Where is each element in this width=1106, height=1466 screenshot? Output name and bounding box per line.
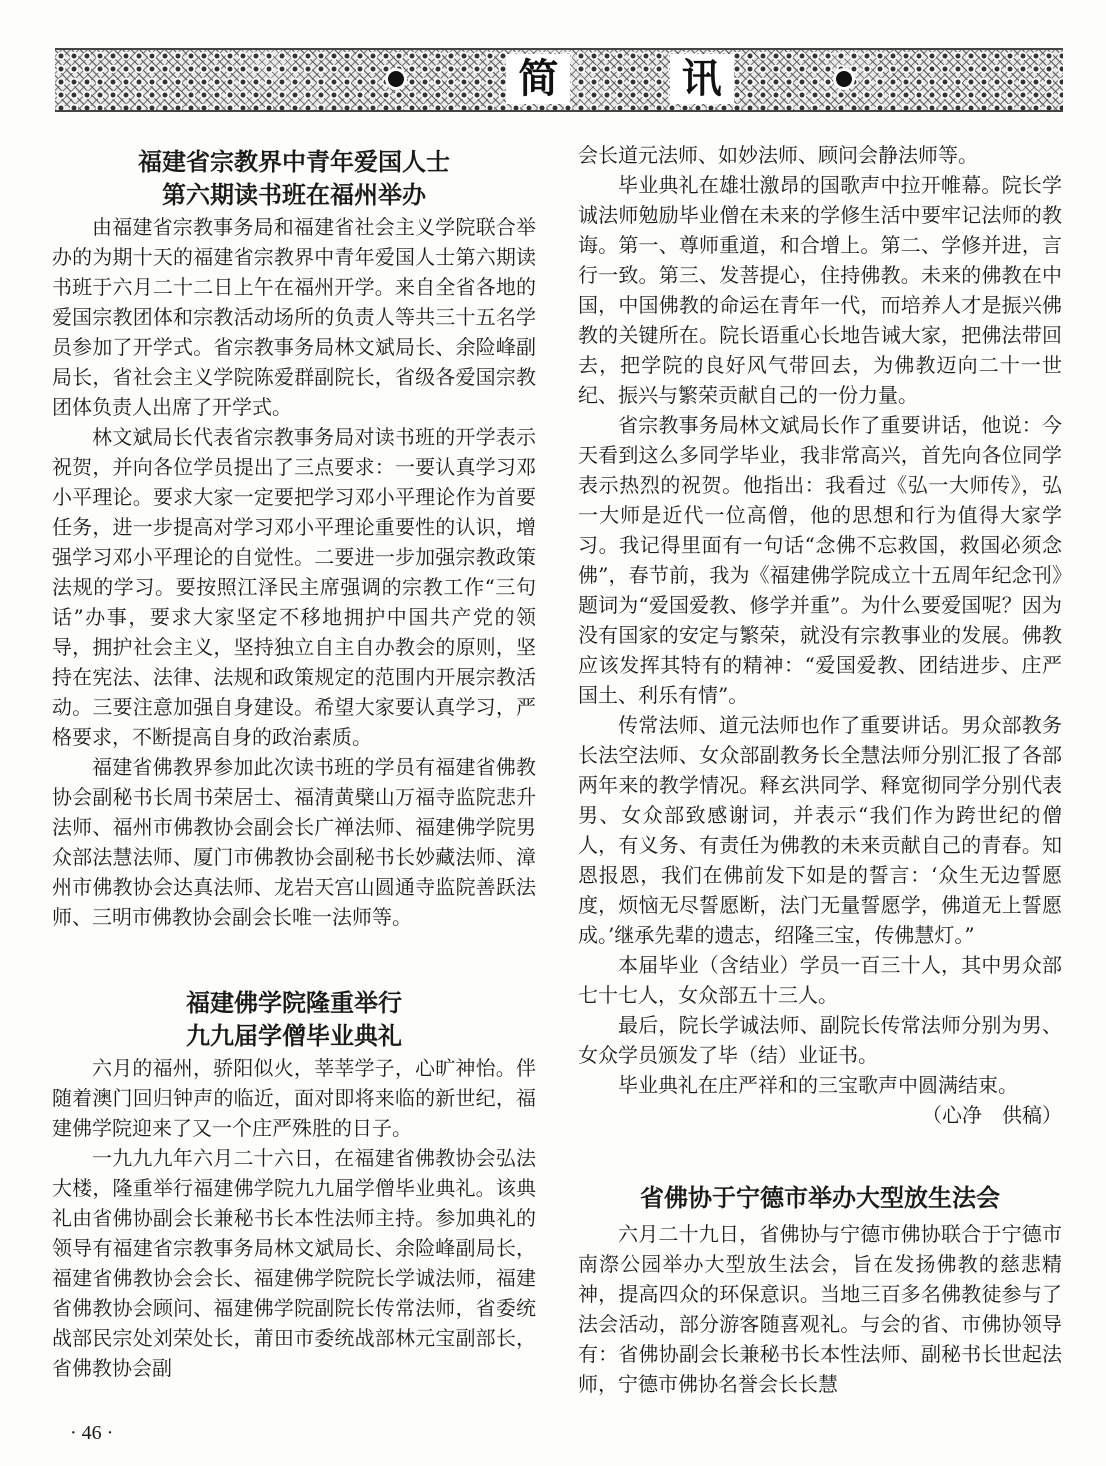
- article-3-paragraph: 六月二十九日，省佛协与宁德市佛协联合于宁德市南漈公园举办大型放生法会，旨在发扬佛教的慈悲精神，提高四众的环保意识。当地三百多名佛教徒参与了法会活动，部分游客随喜观礼。与会的省、市佛协领导有：省佛协副会长兼秘书长本性法师、副秘书长世起法师，宁德市佛协名誉会长长慧: [578, 1222, 1062, 1396]
- banner-title: [385, 54, 855, 104]
- article-2-continuation: 会长道元法师、如妙法师、顾问会静法师等。: [578, 143, 978, 167]
- article-2-signature: （心净 供稿）: [922, 1103, 1062, 1127]
- article-2-paragraph: 毕业典礼在雄壮激昂的国歌声中拉开帷幕。院长学诚法师勉励毕业僧在未来的学修生活中要牢记法师的教诲。第一、尊师重道，和合增上。第二、学修并进，言行一致。第三、发菩提心，住持佛教。未来的佛教在中国，中国佛教的命运在青年一代，而培养人才是振兴佛教的关键所在。院长语重心长地告诫大家，把佛法带回去，把学院的良好风气带回去，为佛教迈向二十一世纪、振兴与繁荣贡献自己的一份力量。: [578, 173, 1062, 407]
- article-1: [52, 146, 536, 932]
- banner-char-1: 简: [506, 54, 570, 104]
- article-2-paragraph: 省宗教事务局林文斌局长作了重要讲话，他说：今天看到这么多同学毕业，我非常高兴，首先向各位同学表示热烈的祝贺。他指出：我看过《弘一大师传》，弘一大师是近代一位高僧，他的思想和行为值得大家学习。我记得里面有一句话“念佛不忘救国，救国必须念佛”，春节前，我为《福建佛学院成立十五周年纪念刊》题词为“爱国爱教、修学并重”。为什么要爱国呢？因为没有国家的安定与繁荣，就没有宗教事业的发展。佛教应该发挥其特有的精神：“爱国爱教、团结进步、庄严国土、利乐有情”。: [578, 413, 1062, 707]
- right-column: [578, 140, 1062, 1399]
- left-column: [52, 140, 536, 1383]
- bullet-dot-icon: [385, 68, 407, 90]
- article-2-title-line-2: 九九届学僧毕业典礼: [186, 1022, 402, 1050]
- article-1-paragraph: 林文斌局长代表省宗教事务局对读书班的开学表示祝贺，并向各位学员提出了三点要求：一要认真学习邓小平理论。要求大家一定要把学习邓小平理论作为首要任务，进一步提高对学习邓小平理论重要性的认识，增强学习邓小平理论的自觉性。二要进一步加强宗教政策法规的学习。要按照江泽民主席强调的宗教工作“三句话”办事，要求大家坚定不移地拥护中国共产党的领导，拥护社会主义，坚持独立自主自办教会的原则，坚持在宪法、法律、法规和政策规定的范围内开展宗教活动。三要注意加强自身建设。希望大家要认真学习，严格要求，不断提高自身的政治素质。: [52, 425, 536, 749]
- article-3: [578, 1182, 1062, 1399]
- article-2: [52, 987, 536, 1383]
- article-2-paragraph: 一九九九年六月二十六日，在福建省佛教协会弘法大楼，隆重举行福建佛学院九九届学僧毕业典礼。该典礼由省佛协副会长兼秘书长本性法师主持。参加典礼的领导有福建省宗教事务局林文斌局长、余险峰副局长，福建省佛教协会会长、福建佛学院院长学诚法师，福建省佛教协会顾问、福建佛学院副院长传常法师，省委统战部民宗处刘荣处长，莆田市委统战部林元宝副部长，省佛教协会副: [52, 1146, 536, 1380]
- article-3-title: 省佛协于宁德市举办大型放生法会: [640, 1184, 1000, 1212]
- banner-char-2: 讯: [670, 54, 734, 104]
- article-1-paragraph: 福建省佛教界参加此次读书班的学员有福建省佛教协会副秘书长周书荣居士、福清黄檗山万福寺监院悲升法师、福州市佛教协会副会长广禅法师、福建佛学院男众部法慧法师、厦门市佛教协会副秘书长妙藏法师、漳州市佛教协会达真法师、龙岩天宫山圆通寺监院善跃法师、三明市佛教协会副会长唯一法师等。: [52, 755, 536, 929]
- article-2-paragraph: 本届毕业（含结业）学员一百三十人，其中男众部七十七人，女众部五十三人。: [578, 953, 1062, 1007]
- article-1-title-line-2: 第六期读书班在福州举办: [162, 181, 426, 209]
- article-1-title-line-1: 福建省宗教界中青年爱国人士: [138, 148, 450, 176]
- bullet-dot-icon: [833, 68, 855, 90]
- article-2-title: [52, 987, 536, 1053]
- article-2-paragraph: 最后，院长学诚法师、副院长传常法师分别为男、女众学员颁发了毕（结）业证书。: [578, 1013, 1062, 1067]
- article-2-title-line-1: 福建佛学院隆重举行: [186, 989, 402, 1017]
- section-banner: [55, 48, 1063, 112]
- article-2-paragraph: 六月的福州，骄阳似火，莘莘学子，心旷神怡。伴随着澳门回归钟声的临近，面对即将来临的新世纪，福建佛学院迎来了又一个庄严殊胜的日子。: [52, 1056, 536, 1140]
- article-1-paragraph: 由福建省宗教事务局和福建省社会主义学院联合举办的为期十天的福建省宗教界中青年爱国人士第六期读书班于六月二十二日上午在福州开学。来自全省各地的爱国宗教团体和宗教活动场所的负责人等共三十五名学员参加了开学式。省宗教事务局林文斌局长、余险峰副局长，省社会主义学院陈爱群副院长，省级各爱国宗教团体负责人出席了开学式。: [52, 215, 536, 419]
- article-2-paragraph: 毕业典礼在庄严祥和的三宝歌声中圆满结束。: [618, 1073, 1018, 1097]
- page-number: · 46 ·: [70, 1422, 114, 1444]
- article-1-title: [52, 146, 536, 212]
- article-2-paragraph: 传常法师、道元法师也作了重要讲话。男众部教务长法空法师、女众部副教务长全慧法师分别汇报了各部两年来的教学情况。释玄洪同学、释宽彻同学分别代表男、女众部致感谢词，并表示“我们作为跨世纪的僧人，有义务、有责任为佛教的未来贡献自己的青春。知恩报恩，我们在佛前发下如是的誓言：‘众生无边誓愿度，烦恼无尽誓愿断，法门无量誓愿学，佛道无上誓愿成。’继承先辈的遗志，绍隆三宝，传佛慧灯。”: [578, 713, 1062, 947]
